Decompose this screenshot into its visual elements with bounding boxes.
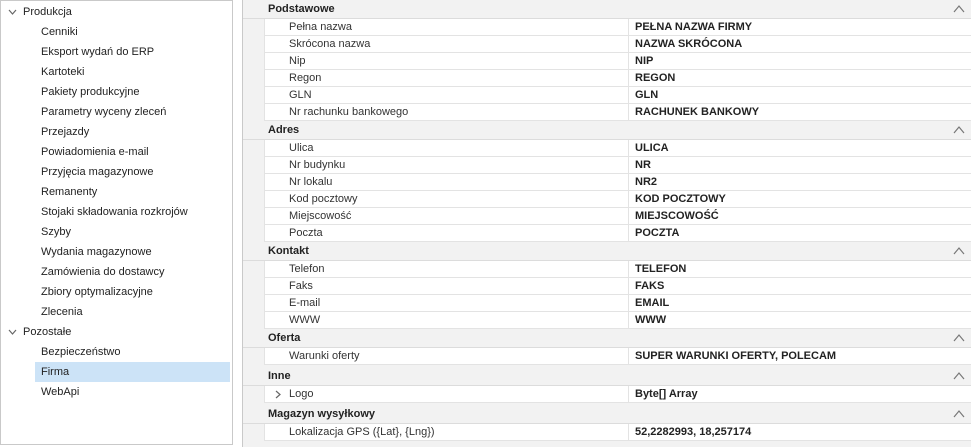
tree-item-label: Wydania magazynowe bbox=[41, 246, 152, 258]
chevron-up-icon[interactable] bbox=[953, 333, 965, 343]
property-value[interactable]: GLN bbox=[628, 87, 971, 103]
property-row[interactable] bbox=[264, 348, 971, 365]
tree-item[interactable] bbox=[1, 342, 232, 362]
tree-item[interactable] bbox=[1, 382, 232, 402]
chevron-down-icon[interactable] bbox=[7, 322, 17, 342]
property-name: Warunki oferty bbox=[289, 350, 360, 362]
property-row[interactable] bbox=[264, 104, 971, 121]
tree-item-label: Zlecenia bbox=[41, 306, 83, 318]
tree-item-label: Stojaki składowania rozkrojów bbox=[41, 206, 188, 218]
tree-item[interactable] bbox=[1, 182, 232, 202]
property-row[interactable] bbox=[264, 157, 971, 174]
property-name: Nr budynku bbox=[289, 159, 346, 171]
category-title: Magazyn wysyłkowy bbox=[268, 408, 375, 420]
property-name: Regon bbox=[289, 72, 322, 84]
property-name: Miejscowość bbox=[289, 210, 352, 222]
property-value[interactable]: FAKS bbox=[628, 278, 971, 294]
property-value[interactable]: EMAIL bbox=[628, 295, 971, 311]
chevron-down-icon[interactable] bbox=[7, 2, 17, 22]
property-name: GLN bbox=[289, 89, 312, 101]
tree-item-label: Eksport wydań do ERP bbox=[41, 46, 155, 58]
property-value[interactable]: NAZWA SKRÓCONA bbox=[628, 36, 971, 52]
property-name: Kod pocztowy bbox=[289, 193, 358, 205]
property-value[interactable]: NR bbox=[628, 157, 971, 173]
category-title: Adres bbox=[268, 124, 300, 136]
property-name: Lokalizacja GPS ({Lat}, {Lng}) bbox=[289, 426, 435, 438]
tree-item[interactable] bbox=[1, 302, 232, 322]
property-value[interactable]: TELEFON bbox=[628, 261, 971, 277]
property-name: Nr rachunku bankowego bbox=[289, 106, 409, 118]
category-header[interactable] bbox=[243, 406, 971, 424]
tree-item[interactable] bbox=[1, 62, 232, 82]
property-value[interactable]: NR2 bbox=[628, 174, 971, 190]
property-grid bbox=[242, 0, 971, 447]
property-name: Nr lokalu bbox=[289, 176, 333, 188]
property-row[interactable] bbox=[264, 174, 971, 191]
category-header[interactable] bbox=[243, 1, 971, 19]
tree-item-label: Przyjęcia magazynowe bbox=[41, 166, 154, 178]
property-value[interactable]: NIP bbox=[628, 53, 971, 69]
tree-item[interactable] bbox=[1, 202, 232, 222]
tree-group-produkcja[interactable] bbox=[1, 2, 232, 22]
tree-item-label: Pakiety produkcyjne bbox=[41, 86, 140, 98]
tree-item-label: Remanenty bbox=[41, 186, 98, 198]
tree-item-label: Powiadomienia e-mail bbox=[41, 146, 149, 158]
tree-item[interactable] bbox=[1, 162, 232, 182]
property-row[interactable] bbox=[264, 53, 971, 70]
property-row[interactable] bbox=[264, 19, 971, 36]
tree-item[interactable] bbox=[1, 222, 232, 242]
chevron-up-icon[interactable] bbox=[953, 371, 965, 381]
tree-item[interactable] bbox=[1, 82, 232, 102]
tree-item[interactable] bbox=[1, 242, 232, 262]
property-row[interactable] bbox=[264, 87, 971, 104]
tree-item-label: Przejazdy bbox=[41, 126, 90, 138]
category-header[interactable] bbox=[243, 330, 971, 348]
category-header[interactable] bbox=[243, 368, 971, 386]
property-row[interactable] bbox=[264, 424, 971, 441]
tree-item-label: Kartoteki bbox=[41, 66, 85, 78]
navigation-tree bbox=[0, 0, 233, 445]
property-value[interactable]: SUPER WARUNKI OFERTY, POLECAM bbox=[628, 348, 971, 364]
tree-item[interactable] bbox=[1, 142, 232, 162]
property-row[interactable] bbox=[264, 261, 971, 278]
tree-group-pozostale[interactable] bbox=[1, 322, 232, 342]
chevron-up-icon[interactable] bbox=[953, 409, 965, 419]
property-row[interactable] bbox=[264, 191, 971, 208]
tree-item-label: Bezpieczeństwo bbox=[41, 346, 121, 358]
tree-item[interactable] bbox=[1, 102, 232, 122]
property-name: Pełna nazwa bbox=[289, 21, 352, 33]
property-row[interactable] bbox=[264, 295, 971, 312]
property-value[interactable]: ULICA bbox=[628, 140, 971, 156]
tree-item-label: Zbiory optymalizacyjne bbox=[41, 286, 153, 298]
property-row[interactable] bbox=[264, 386, 971, 403]
tree-item-label: Szyby bbox=[41, 226, 71, 238]
property-name: Nip bbox=[289, 55, 306, 67]
property-name: Ulica bbox=[289, 142, 314, 154]
tree-item[interactable] bbox=[1, 22, 232, 42]
tree-item-label: Parametry wyceny zleceń bbox=[41, 106, 167, 118]
property-name: Poczta bbox=[289, 227, 323, 239]
property-name: Logo bbox=[289, 388, 314, 400]
property-value[interactable]: 52,2282993, 18,257174 bbox=[628, 424, 971, 440]
category-title: Podstawowe bbox=[268, 3, 335, 15]
property-name: Faks bbox=[289, 280, 313, 292]
category-title: Kontakt bbox=[268, 245, 309, 257]
property-row[interactable] bbox=[264, 278, 971, 295]
property-value[interactable]: REGON bbox=[628, 70, 971, 86]
property-name: E-mail bbox=[289, 297, 321, 309]
property-value[interactable]: Byte[] Array bbox=[628, 386, 971, 402]
property-name: Skrócona nazwa bbox=[289, 38, 371, 50]
property-row[interactable] bbox=[264, 140, 971, 157]
chevron-up-icon[interactable] bbox=[953, 246, 965, 256]
tree-item[interactable] bbox=[1, 282, 232, 302]
property-row[interactable] bbox=[264, 312, 971, 329]
category-title: Inne bbox=[268, 370, 291, 382]
tree-item-selected[interactable] bbox=[35, 362, 230, 382]
category-header[interactable] bbox=[243, 122, 971, 140]
chevron-right-icon[interactable] bbox=[275, 386, 281, 402]
property-value[interactable]: KOD POCZTOWY bbox=[628, 191, 971, 207]
tree-item-label: WebApi bbox=[41, 386, 80, 398]
tree-item-label: Firma bbox=[41, 366, 70, 378]
property-row[interactable] bbox=[264, 225, 971, 242]
property-value[interactable]: PEŁNA NAZWA FIRMY bbox=[628, 19, 971, 35]
property-row[interactable] bbox=[264, 70, 971, 87]
property-value[interactable]: WWW bbox=[628, 312, 971, 328]
tree-group-label: Pozostałe bbox=[23, 326, 72, 338]
property-name: Telefon bbox=[289, 263, 325, 275]
property-row[interactable] bbox=[264, 36, 971, 53]
tree-item-label: Cenniki bbox=[41, 26, 78, 38]
property-value[interactable]: POCZTA bbox=[628, 225, 971, 241]
tree-item-label: Zamówienia do dostawcy bbox=[41, 266, 165, 278]
property-row[interactable] bbox=[264, 208, 971, 225]
chevron-up-icon[interactable] bbox=[953, 125, 965, 135]
tree-item[interactable] bbox=[1, 262, 232, 282]
category-header[interactable] bbox=[243, 243, 971, 261]
property-name: WWW bbox=[289, 314, 321, 326]
property-value[interactable]: MIEJSCOWOŚĆ bbox=[628, 208, 971, 224]
category-title: Oferta bbox=[268, 332, 301, 344]
chevron-up-icon[interactable] bbox=[953, 4, 965, 14]
tree-item[interactable] bbox=[1, 42, 232, 62]
tree-group-label: Produkcja bbox=[23, 6, 72, 18]
tree-item[interactable] bbox=[1, 122, 232, 142]
property-value[interactable]: RACHUNEK BANKOWY bbox=[628, 104, 971, 120]
